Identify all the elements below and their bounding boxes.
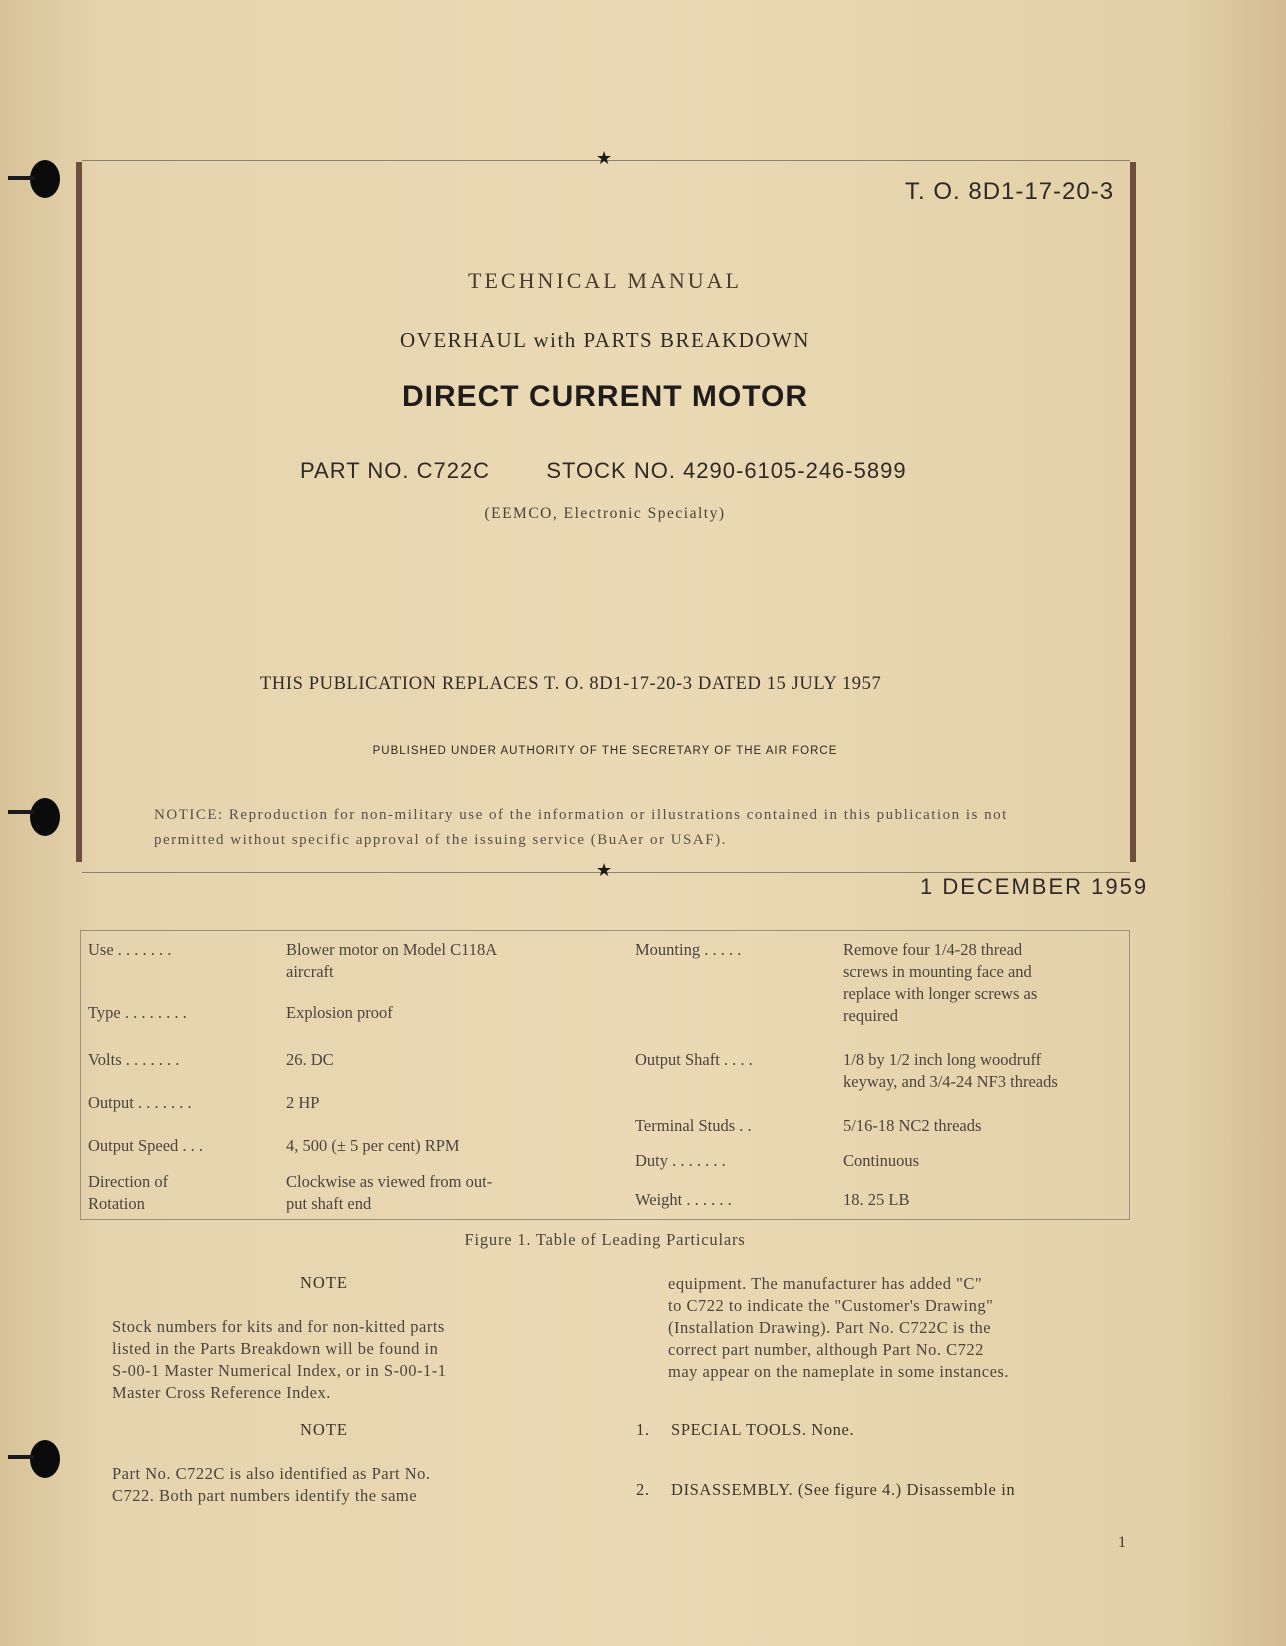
note-body: Part No. C722C is also identified as Part No. C722. Both part numbers identify the same bbox=[112, 1464, 431, 1505]
note-body: Stock numbers for kits and for non-kitted parts listed in the Parts Breakdown will be found in S-00-1 Master Numerical Index, or in S-00-1-1 Master Cross Reference Index. bbox=[112, 1317, 447, 1402]
particular-value: 26. DC bbox=[286, 1050, 334, 1069]
section-disassembly bbox=[636, 1480, 1015, 1500]
figure-caption: Figure 1. Table of Leading Particulars bbox=[464, 1230, 746, 1249]
page-number: 1 bbox=[1118, 1534, 1126, 1551]
section-number: 2. bbox=[636, 1480, 650, 1499]
particular-label: Terminal Studs . . bbox=[635, 1116, 752, 1135]
stock-number: STOCK NO. 4290-6105-246-5899 bbox=[546, 458, 907, 483]
particular-label: Weight . . . . . . bbox=[635, 1190, 732, 1209]
binder-hole-tab-middle bbox=[8, 810, 34, 814]
section-special-tools bbox=[636, 1420, 854, 1440]
manufacturer: (EEMCO, Electronic Specialty) bbox=[484, 505, 726, 522]
note-heading: NOTE bbox=[300, 1273, 348, 1292]
particular-value: 18. 25 LB bbox=[843, 1190, 910, 1209]
leading-particulars-table bbox=[80, 930, 1130, 1220]
manual-type: TECHNICAL MANUAL bbox=[468, 268, 742, 293]
binder-hole-bottom bbox=[30, 1440, 60, 1478]
particular-value: Explosion proof bbox=[286, 1003, 393, 1022]
particular-value: 5/16-18 NC2 threads bbox=[843, 1116, 982, 1135]
particular-label: Output Speed . . . bbox=[88, 1136, 204, 1155]
particular-value: Blower motor on Model C118A aircraft bbox=[286, 940, 498, 981]
to-number: T. O. 8D1-17-20-3 bbox=[905, 178, 1115, 205]
continuation-paragraph: equipment. The manufacturer has added "C" to C722 to indicate the "Customer's Drawing" (Installation Drawing). Part No. C722C is the correct part number, although Part No. C722 may appear on the nameplate in some instances. bbox=[668, 1274, 1009, 1381]
table-left-edge bbox=[80, 931, 81, 1219]
particular-value: 4, 500 (± 5 per cent) RPM bbox=[286, 1136, 460, 1155]
particular-label: Mounting . . . . . bbox=[635, 940, 742, 959]
particular-label: Output Shaft . . . . bbox=[635, 1050, 753, 1069]
particular-label: Use . . . . . . . bbox=[88, 940, 172, 959]
replaces-statement: THIS PUBLICATION REPLACES T. O. 8D1-17-20-3 DATED 15 JULY 1957 bbox=[260, 674, 882, 694]
particular-label: Duty . . . . . . . bbox=[635, 1151, 726, 1170]
top-star-icon: ★ bbox=[596, 148, 613, 169]
particular-value: 2 HP bbox=[286, 1093, 320, 1112]
section-number: 1. bbox=[636, 1420, 650, 1439]
binder-hole-middle bbox=[30, 798, 60, 836]
authority-statement: PUBLISHED UNDER AUTHORITY OF THE SECRETARY OF THE AIR FORCE bbox=[372, 745, 838, 757]
publication-date: 1 DECEMBER 1959 bbox=[920, 874, 1149, 899]
particular-label: Output . . . . . . . bbox=[88, 1093, 192, 1112]
manual-subtitle: OVERHAUL with PARTS BREAKDOWN bbox=[400, 328, 810, 352]
particular-value: Clockwise as viewed from out- put shaft end bbox=[286, 1172, 493, 1213]
table-right-edge bbox=[1129, 931, 1130, 1219]
particular-label: Volts . . . . . . . bbox=[88, 1050, 180, 1069]
particular-label: Direction of Rotation bbox=[88, 1172, 169, 1213]
bottom-star-icon: ★ bbox=[596, 860, 613, 881]
part-stock-line bbox=[300, 458, 907, 484]
page-title: DIRECT CURRENT MOTOR bbox=[401, 380, 809, 413]
binder-hole-tab-top bbox=[8, 176, 34, 180]
binder-hole-tab-bottom bbox=[8, 1455, 34, 1459]
particular-value: 1/8 by 1/2 inch long woodruff keyway, and 3/4-24 NF3 threads bbox=[843, 1050, 1058, 1091]
particular-value: Remove four 1/4-28 thread screws in mounting face and replace with longer screws as required bbox=[843, 940, 1038, 1025]
right-border-bar bbox=[1130, 162, 1136, 862]
binder-hole-top bbox=[30, 160, 60, 198]
section-text: SPECIAL TOOLS. None. bbox=[671, 1420, 855, 1439]
part-number: PART NO. C722C bbox=[300, 458, 491, 483]
particular-label: Type . . . . . . . . bbox=[88, 1003, 187, 1022]
particular-value: Continuous bbox=[843, 1151, 920, 1170]
note-heading: NOTE bbox=[300, 1420, 348, 1439]
notice-paragraph: NOTICE: Reproduction for non-military use of the information or illustrations contained in this publication is not permitted without specific approval of the issuing service (BuAer or USAF). bbox=[154, 807, 1008, 848]
section-text: DISASSEMBLY. (See figure 4.) Disassemble in bbox=[671, 1480, 1016, 1499]
